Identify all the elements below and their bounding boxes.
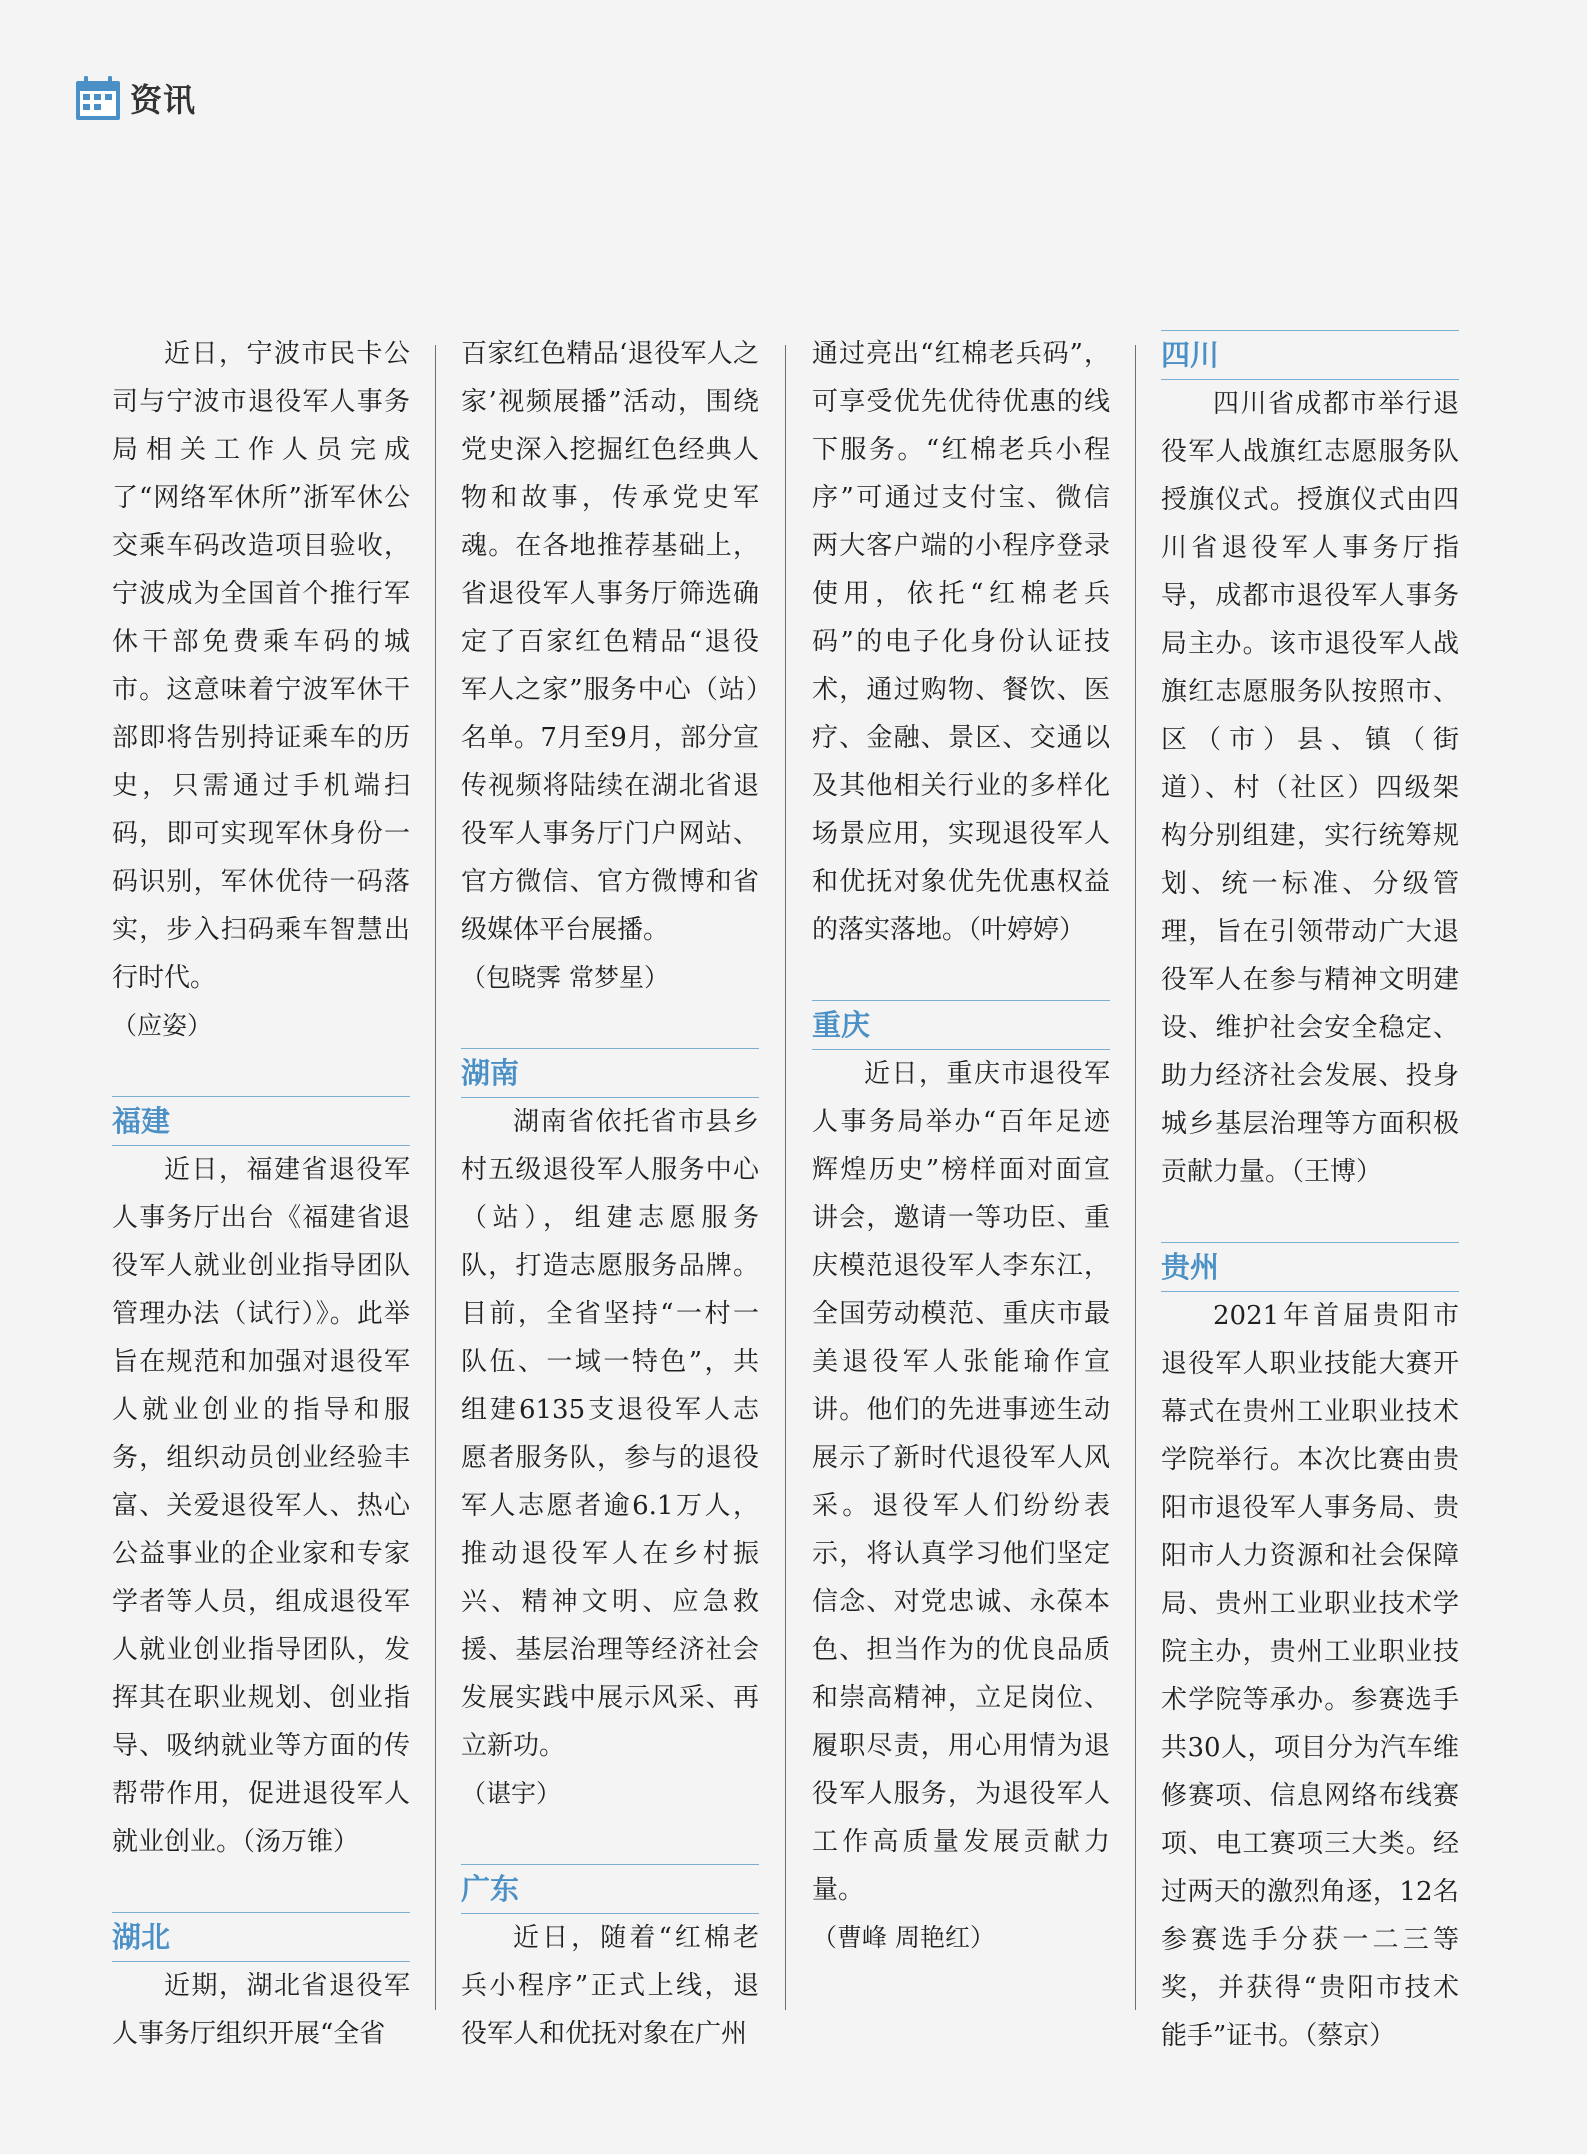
fujian-heading: 福建: [112, 1096, 410, 1146]
hubei-heading: 湖北: [112, 1912, 410, 1962]
hunan-byline: （谌宇）: [461, 1779, 562, 1808]
guangdong-article-body: 近日，随着“红棉老兵小程序”正式上线，退役军人和优抚对象在广州: [461, 1923, 759, 2049]
sichuan-heading: 四川: [1161, 330, 1459, 380]
hubei-article-continued: 百家红色精品‘退役军人之家’视频展播”活动，围绕党史深入挖掘红色经典人物和故事，传承党史军魂。在各地推荐基础上，省退役军人事务厅筛选确定了百家红色精品“退役军人之家”服务中心（站）名单。7月至9月，部分宣传视频将陆续在湖北省退役军人事务厅门户网站、官方微信、官方微博和省级媒体平台展播。: [461, 339, 759, 945]
column-divider: [1135, 345, 1136, 2010]
column-2: [461, 330, 759, 2058]
guangdong-article-continued: 通过亮出“红棉老兵码”，可享受优先优待优惠的线下服务。“红棉老兵小程序”可通过支付宝、微信两大客户端的小程序登录使用，依托“红棉老兵码”的电子化身份认证技术，通过购物、餐饮、医疗、金融、景区、交通以及其他相关行业的多样化场景应用，实现退役军人和优抚对象优先优惠权益的落实落地。（叶婷婷）: [812, 339, 1110, 945]
hunan-heading: 湖南: [461, 1048, 759, 1098]
guizhou-article-body: 2021年首届贵阳市退役军人职业技能大赛开幕式在贵州工业职业技术学院举行。本次比赛由贵阳市退役军人事务局、贵阳市人力资源和社会保障局、贵州工业职业技术学院主办，贵州工业职业技术学院等承办。参赛选手共30人，项目分为汽车维修赛项、信息网络布线赛项、电工赛项三大类。经过两天的激烈角逐，12名参赛选手分获一二三等奖，并获得“贵阳市技术能手”证书。（蔡京）: [1161, 1301, 1459, 2051]
hubei-byline: （包晓霁 常梦星）: [461, 963, 669, 992]
guangdong-heading: 广东: [461, 1864, 759, 1914]
column-4: [1161, 330, 1459, 2060]
fujian-article-body: 近日，福建省退役军人事务厅出台《福建省退役军人就业创业指导团队管理办法（试行）》。此举旨在规范和加强对退役军人就业创业的指导和服务，组织动员创业经验丰富、关爱退役军人、热心公益事业的企业家和专家学者等人员，组成退役军人就业创业指导团队，发挥其在职业规划、创业指导、吸纳就业等方面的传帮带作用，促进退役军人就业创业。（汤万锥）: [112, 1155, 410, 1857]
chongqing-byline: （曹峰 周艳红）: [812, 1923, 995, 1952]
section-header: [72, 72, 196, 124]
column-divider: [785, 345, 786, 2010]
chongqing-heading: 重庆: [812, 1000, 1110, 1050]
guizhou-heading: 贵州: [1161, 1242, 1459, 1292]
calendar-icon: [72, 72, 124, 124]
ningbo-byline: （应姿）: [112, 1011, 213, 1040]
hubei-article-body: 近期，湖北省退役军人事务厅组织开展“全省: [112, 1971, 410, 2049]
column-divider: [435, 345, 436, 2010]
column-1: [112, 330, 410, 2058]
column-3: [812, 330, 1110, 1962]
chongqing-article-body: 近日，重庆市退役军人事务局举办“百年足迹 辉煌历史”榜样面对面宣讲会，邀请一等功臣、重庆模范退役军人李东江，全国劳动模范、重庆市最美退役军人张能瑜作宣讲。他们的先进事迹生动展示了新时代退役军人风采。退役军人们纷纷表示，将认真学习他们坚定信念、对党忠诚、永葆本色、担当作为的优良品质和崇高精神，立足岗位、履职尽责，用心用情为退役军人服务，为退役军人工作高质量发展贡献力量。: [812, 1059, 1110, 1905]
ningbo-article-body: 近日，宁波市民卡公司与宁波市退役军人事务局相关工作人员完成了“网络军休所”浙军休公交乘车码改造项目验收，宁波成为全国首个推行军休干部免费乘车码的城市。这意味着宁波军休干部即将告别持证乘车的历史，只需通过手机端扫码，即可实现军休身份一码识别，军休优待一码落实，步入扫码乘车智慧出行时代。: [112, 339, 410, 993]
hunan-article-body: 湖南省依托省市县乡村五级退役军人服务中心（站），组建志愿服务队，打造志愿服务品牌。目前，全省坚持“一村一队伍、一域一特色”，共组建6135支退役军人志愿者服务队，参与的退役军人志愿者逾6.1万人，推动退役军人在乡村振兴、精神文明、应急救援、基层治理等经济社会发展实践中展示风采、再立新功。: [461, 1107, 759, 1761]
section-label: 资讯: [130, 81, 197, 119]
sichuan-article-body: 四川省成都市举行退役军人战旗红志愿服务队授旗仪式。授旗仪式由四川省退役军人事务厅指导，成都市退役军人事务局主办。该市退役军人战旗红志愿服务队按照市、区（市）县、镇（街道）、村（社区）四级架构分别组建，实行统筹规划、统一标准、分级管理，旨在引领带动广大退役军人在参与精神文明建设、维护社会安全稳定、助力经济社会发展、投身城乡基层治理等方面积极贡献力量。（王博）: [1161, 389, 1459, 1187]
